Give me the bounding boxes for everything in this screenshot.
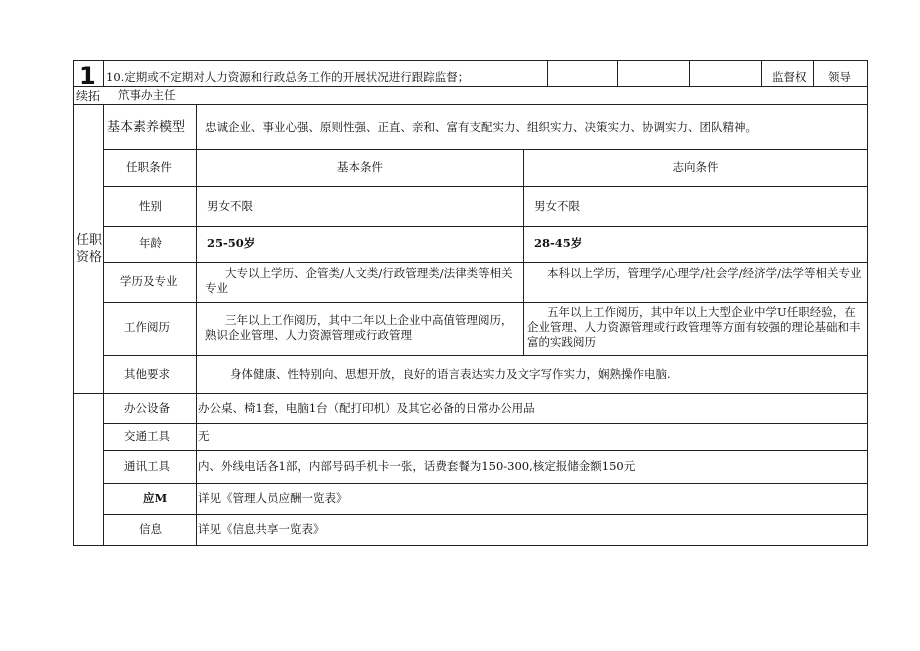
experience-aspire: 五年以上工作阅历，其中年以上大型企业中学U任职经验，在企业管理、人力资源管理或行政管理等方面有较强的理论基础和丰富的实践阅历 (527, 305, 861, 349)
gender-basic: 男女不限 (207, 199, 253, 213)
rule (103, 483, 868, 484)
education-aspire: 本科以上学历，管理学/心理学/社会学/经济学/法学等相关专业 (547, 266, 862, 280)
transport-label: 交通工具 (124, 429, 170, 443)
rule (73, 104, 868, 105)
experience-basic: 三年以上工作阅历，其中二年以上企业中高值管理阅历，熟识企业管理、人力资源管理或行政管理 (205, 313, 513, 342)
age-basic: 25-50岁 (207, 236, 256, 250)
rule (103, 226, 868, 227)
rule (73, 60, 868, 61)
age-aspire: 28-45岁 (534, 236, 583, 250)
rule (867, 60, 868, 546)
rule (689, 60, 690, 86)
rule (73, 86, 868, 87)
header-aspire: 志向条件 (672, 160, 719, 174)
entertainment-value: 详见《管理人员应酬一览表》 (198, 491, 348, 505)
rule (103, 302, 868, 303)
authority-label: 监督权 (772, 70, 807, 84)
report-label: 续拓 (76, 89, 101, 103)
rule (523, 149, 524, 355)
header-basic: 基本条件 (337, 160, 383, 174)
education-basic: 大专以上学历、企管类/人文类/行政管理类/法律类等相关专业 (205, 266, 513, 295)
row-number: 1 (79, 62, 96, 90)
rule (103, 186, 868, 187)
equipment-label: 办公设备 (124, 401, 170, 415)
comms-value: 内、外线电话各1部，内部号码手机卡一张，话费套餐为150-300,核定报储金额150元 (198, 459, 636, 473)
gender-aspire: 男女不限 (534, 199, 580, 213)
model-label: 基本素养模型 (107, 120, 186, 135)
duty-text: 10.定期或不定期对人力资源和行政总务工作的开展状况进行跟踪监督； (106, 70, 470, 84)
rule (761, 60, 762, 86)
equipment-value: 办公桌、椅1套，电脑1台（配打印机）及其它必备的日常办公用品 (198, 401, 535, 415)
model-value: 忠诚企业、事业心强、原则性强、正直、亲和、富有支配实力、组织实力、决策实力、协调实力、团队精神。 (205, 120, 757, 134)
rule (103, 60, 104, 86)
rule (73, 60, 74, 546)
section-label: 任职资格 (75, 233, 102, 265)
education-label: 学历及专业 (120, 274, 178, 288)
rule (103, 262, 868, 263)
gender-label: 性别 (139, 199, 162, 213)
other-value: 身体健康、性特别向、思想开放，良好的语言表达实力及文字写作实力，娴熟操作电脑. (230, 367, 671, 381)
information-label: 信息 (139, 522, 162, 536)
information-value: 详见《信息共享一览表》 (198, 522, 325, 536)
rule (103, 450, 868, 451)
report-value: 笊事办主任 (118, 88, 176, 102)
other-label: 其他要求 (124, 367, 170, 381)
rule (813, 60, 814, 86)
rule (547, 60, 548, 86)
rule (73, 393, 868, 394)
transport-value: 无 (198, 429, 210, 443)
age-label: 年龄 (139, 236, 162, 250)
rule (617, 60, 618, 86)
rule (103, 423, 868, 424)
experience-label: 工作阅历 (124, 320, 170, 334)
rule (73, 545, 868, 546)
rule (103, 104, 104, 545)
entertainment-label: 应M (143, 491, 168, 505)
comms-label: 通讯工具 (124, 459, 170, 473)
relation-label: 领导 (828, 70, 851, 84)
rule (103, 514, 868, 515)
header-label: 任职条件 (126, 160, 172, 174)
rule (103, 149, 868, 150)
rule (103, 355, 868, 356)
